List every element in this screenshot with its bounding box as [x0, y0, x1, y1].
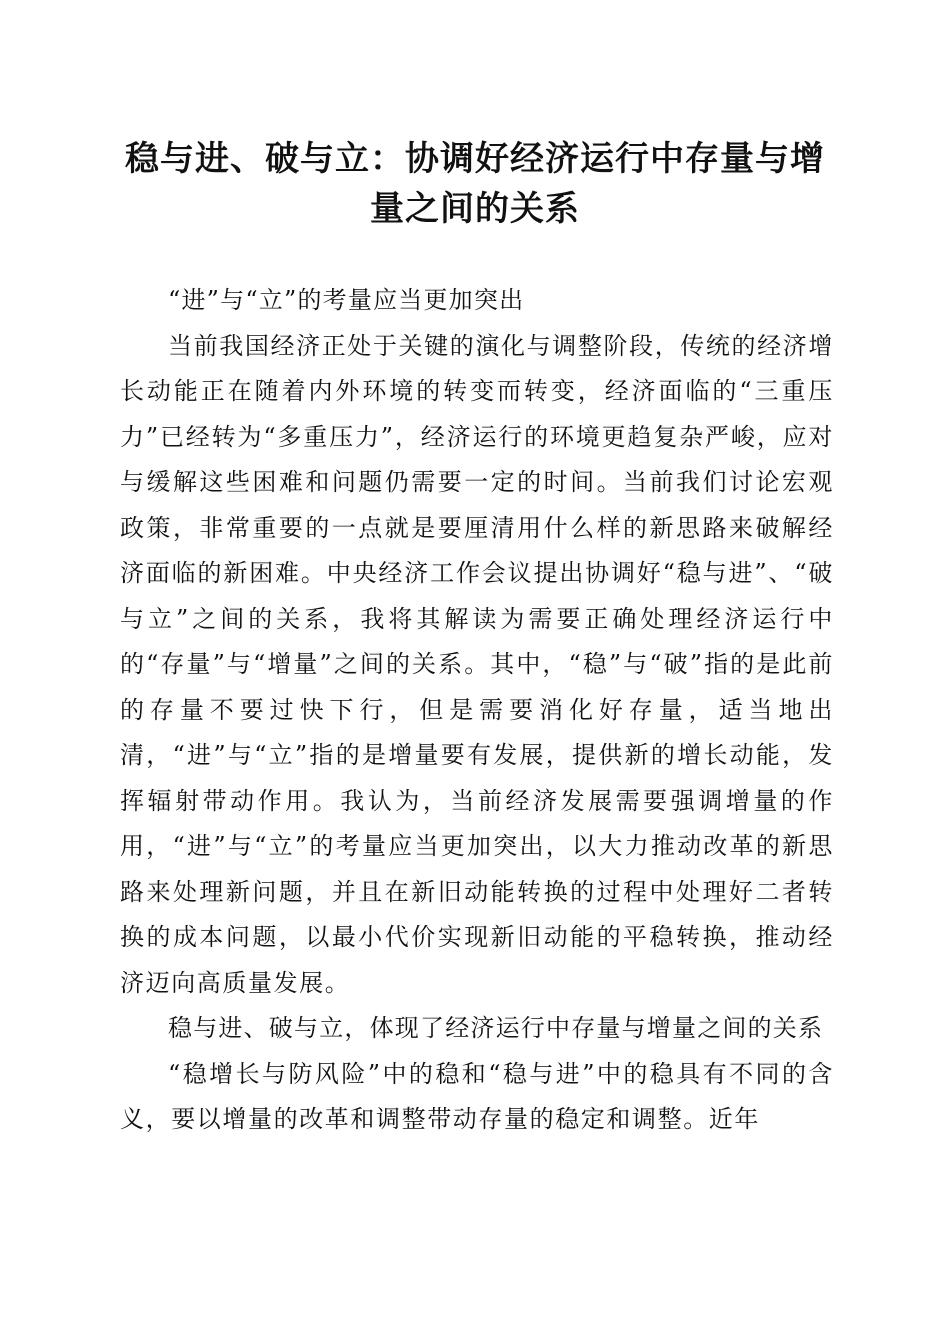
body-paragraph-1: 当前我国经济正处于关键的演化与调整阶段，传统的经济增长动能正在随着内外环境的转变而转变，经济面临的“三重压力”已经转为“多重压力”，经济运行的环境更趋复杂严峻，应对与缓解这些困难和问题仍需要一定的时间。当前我们讨论宏观政策，非常重要的一点就是要厘清用什么样的新思路来破解经济面临的新困难。中央经济工作会议提出协调好“稳与进”、“破与立”之间的关系，我将其解读为需要正确处理经济运行中的“存量”与“增量”之间的关系。其中，“稳”与“破”指的是此前的存量不要过快下行，但是需要消化好存量，适当地出清，“进”与“立”指的是增量要有发展，提供新的增长动能，发挥辐射带动作用。我认为，当前经济发展需要强调增量的作用，“进”与“立”的考量应当更加突出，以大力推动改革的新思路来处理新问题，并且在新旧动能转换的过程中处理好二者转换的成本问题，以最小代价实现新旧动能的平稳转换，推动经济迈向高质量发展。: [120, 331, 834, 997]
document-body: [120, 278, 834, 1143]
body-paragraph-2: “稳增长与防风险”中的稳和“稳与进”中的稳具有不同的含义，要以增量的改革和调整带动存量的稳定和调整。近年: [120, 1059, 834, 1133]
section-heading-1: “进”与“立”的考量应当更加突出: [168, 286, 525, 314]
document-title: 稳与进、破与立：协调好经济运行中存量与增量之间的关系: [125, 139, 825, 229]
section-heading-2: 稳与进、破与立，体现了经济运行中存量与增量之间的关系: [168, 1014, 824, 1042]
